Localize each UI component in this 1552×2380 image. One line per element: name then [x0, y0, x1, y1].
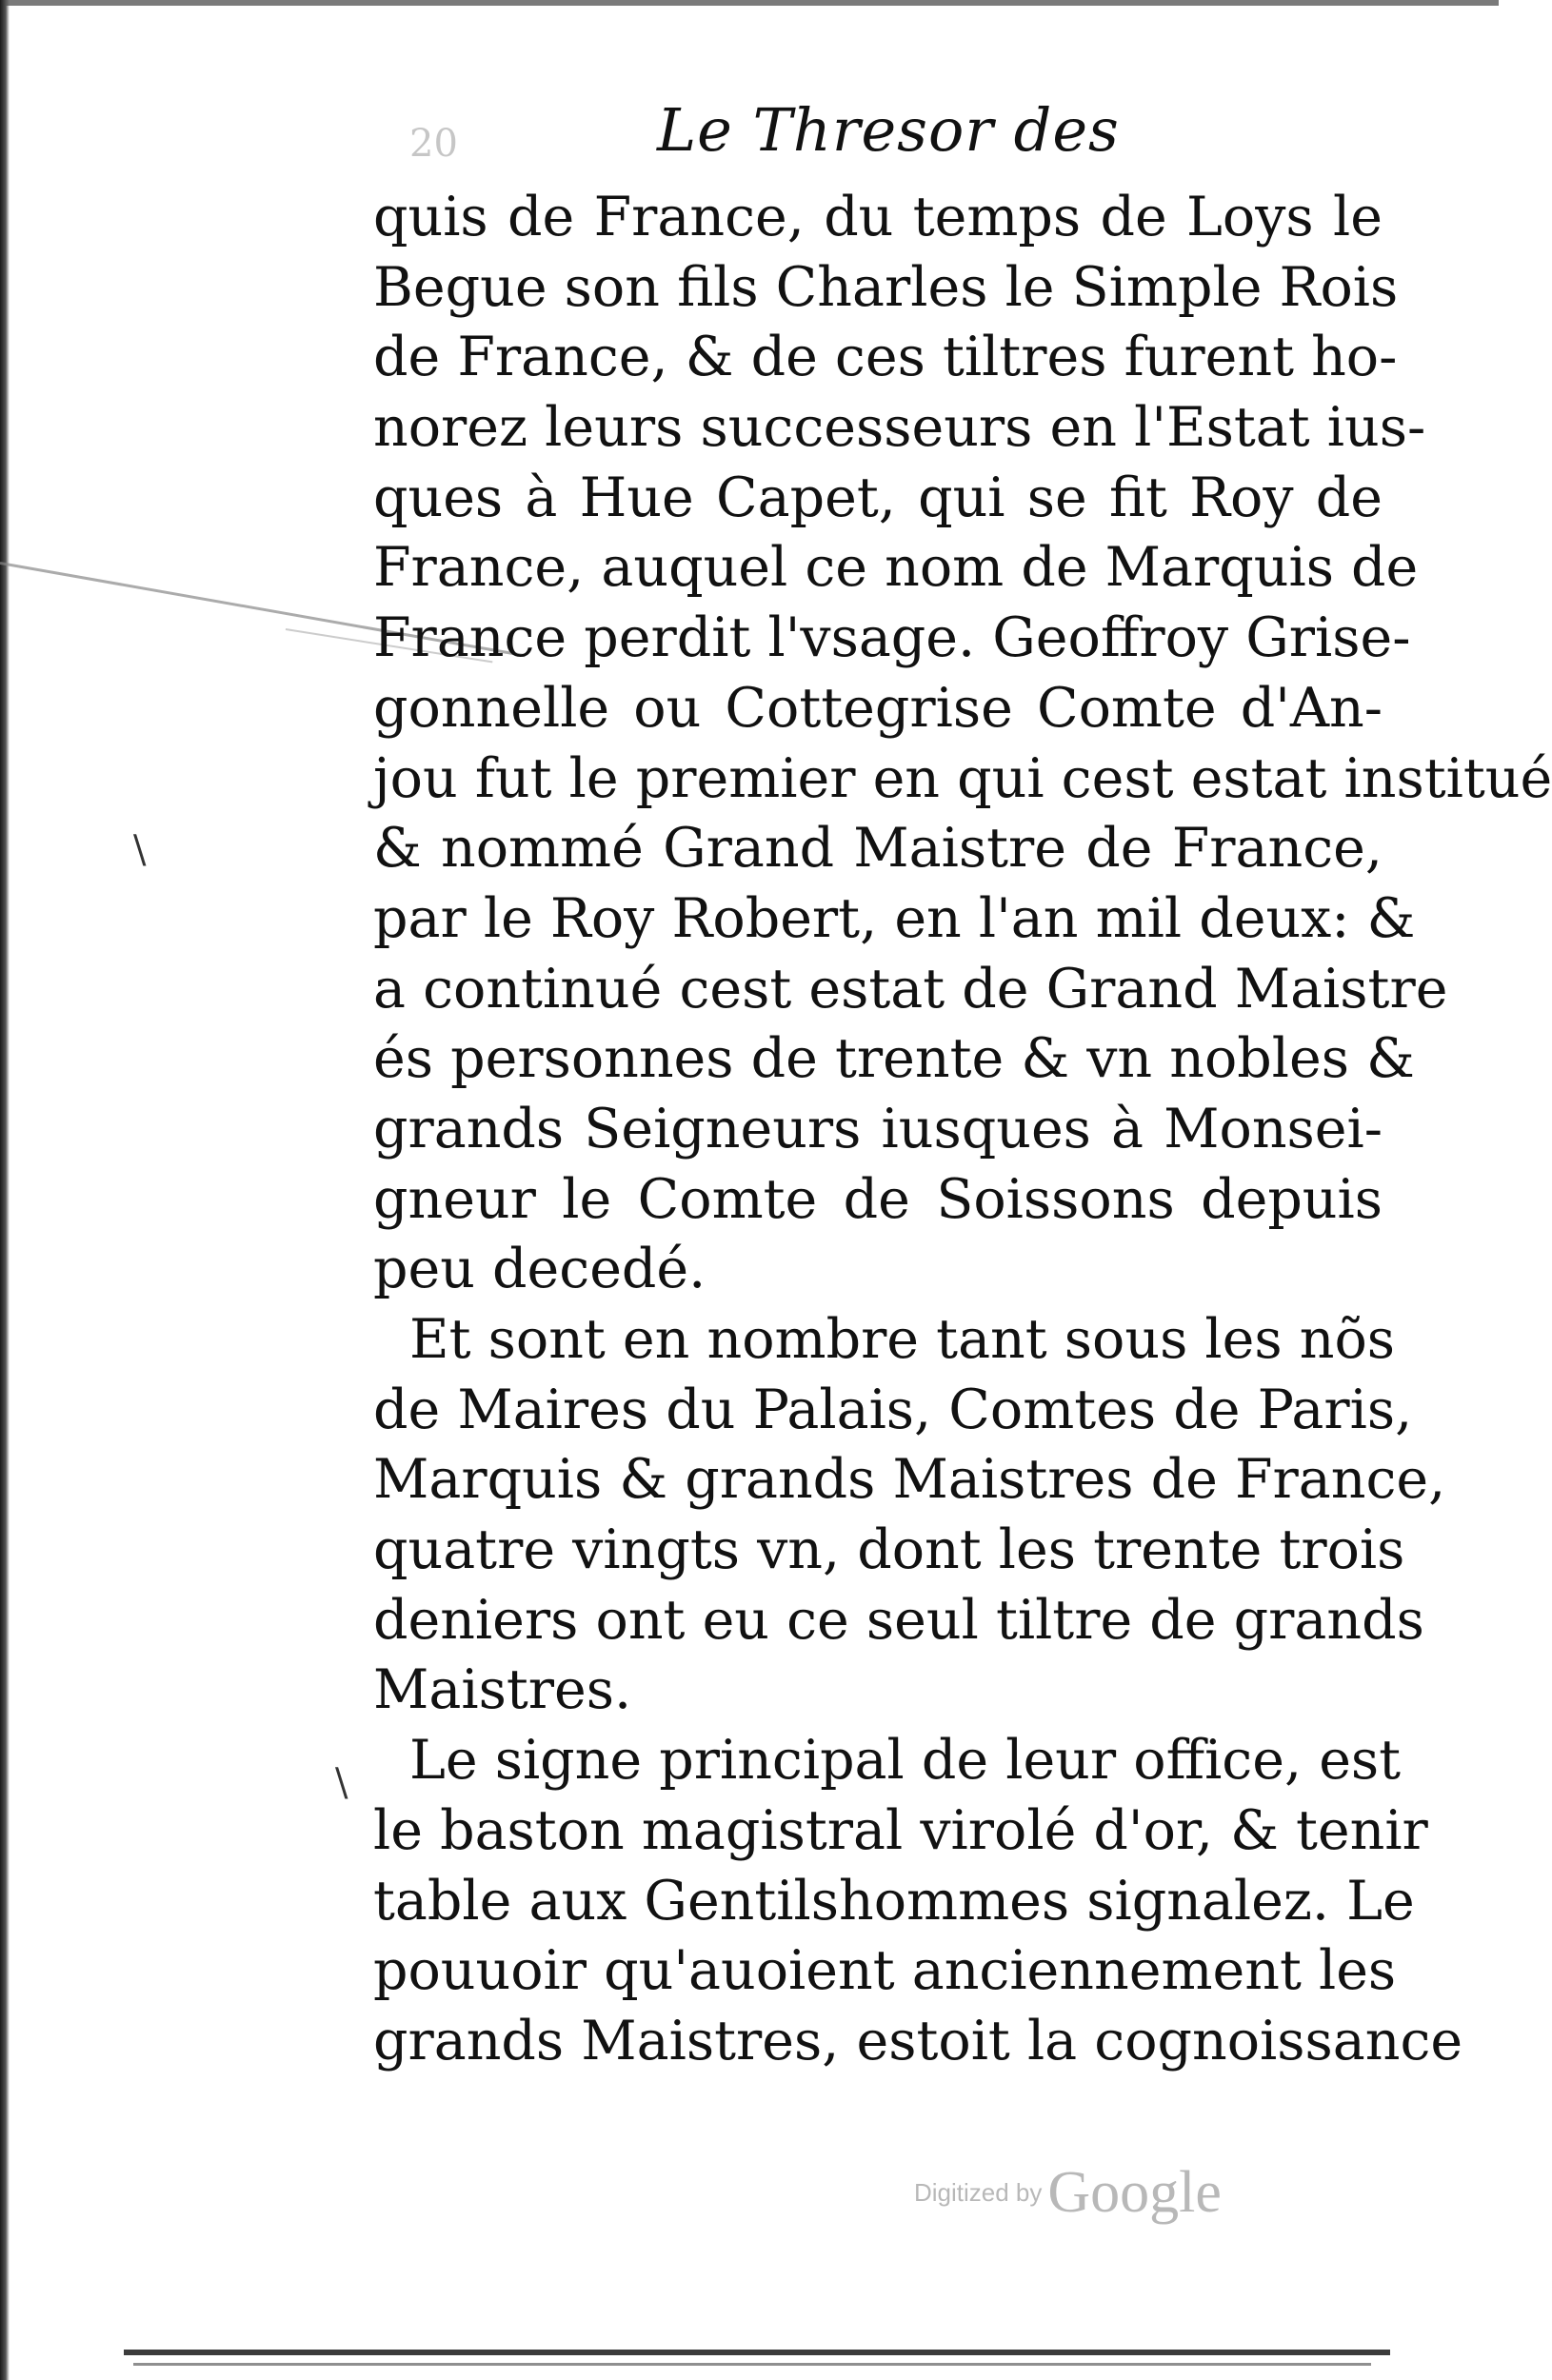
text-line: grands Maistres, estoit la cognoissance [373, 2009, 1463, 2073]
digitization-watermark [914, 2159, 1222, 2227]
margin-tick-mark: \ [133, 828, 147, 872]
text-line: par le Roy Robert, en l'an mil deux: & [373, 886, 1416, 950]
text-line: pouuoir qu'auoient anciennement les [373, 1939, 1397, 2003]
text-line: de Maires du Palais, Comtes de Paris, [373, 1378, 1413, 1441]
watermark-prefix: Digitized by [914, 2178, 1043, 2207]
text-line: peu decedé. [373, 1238, 706, 1301]
text-line: France, auquel ce nom de Marquis de [373, 536, 1419, 600]
running-title: Le Thresor des [657, 95, 1120, 165]
text-line: ques à Hue Capet, qui se fit Roy de [373, 466, 1383, 529]
page-gutter-shadow [0, 0, 10, 2380]
text-line: és personnes de trente & vn nobles & [373, 1027, 1415, 1091]
text-line: norez leurs successeurs en l'Estat ius- [373, 396, 1426, 460]
text-line: quatre vingts vn, dont les trente trois [373, 1518, 1405, 1582]
text-line: France perdit l'vsage. Geoffroy Grise- [373, 606, 1411, 670]
text-line: quis de France, du temps de Loys le [373, 186, 1383, 248]
text-line: gneur le Comte de Soissons depuis [373, 1167, 1383, 1231]
text-line: Le signe principal de leur office, est [409, 1729, 1402, 1793]
text-line: table aux Gentilshommes signalez. Le [373, 1869, 1415, 1933]
page-number: 20 [409, 122, 458, 166]
text-line: Maistres. [373, 1658, 632, 1722]
body-text [373, 183, 1552, 2077]
text-line: deniers ont eu ce seul tiltre de grands [373, 1588, 1424, 1652]
google-logo: Google [1047, 2160, 1222, 2225]
text-line: a continué cest estat de Grand Maistre [373, 957, 1448, 1021]
text-line: jou fut le premier en qui cest estat institué [373, 746, 1552, 810]
scan-bottom-edge [124, 2350, 1390, 2355]
text-line: & nommé Grand Maistre de France, [373, 817, 1383, 881]
text-line: Et sont en nombre tant sous les nõs [409, 1308, 1396, 1371]
scan-bottom-edge-shadow [133, 2363, 1371, 2366]
text-line: Begue son fils Charles le Simple Rois [373, 255, 1399, 319]
margin-tick-mark: \ [335, 1761, 348, 1805]
text-line: le baston magistral virolé d'or, & tenir [373, 1798, 1428, 1862]
text-line: de France, & de ces tiltres furent ho- [373, 326, 1398, 389]
text-line: gonnelle ou Cottegrise Comte d'An- [373, 676, 1383, 740]
page-top-edge [0, 0, 1499, 6]
text-line: Marquis & grands Maistres de France, [373, 1448, 1446, 1512]
text-line: grands Seigneurs iusques à Monsei- [373, 1097, 1383, 1160]
